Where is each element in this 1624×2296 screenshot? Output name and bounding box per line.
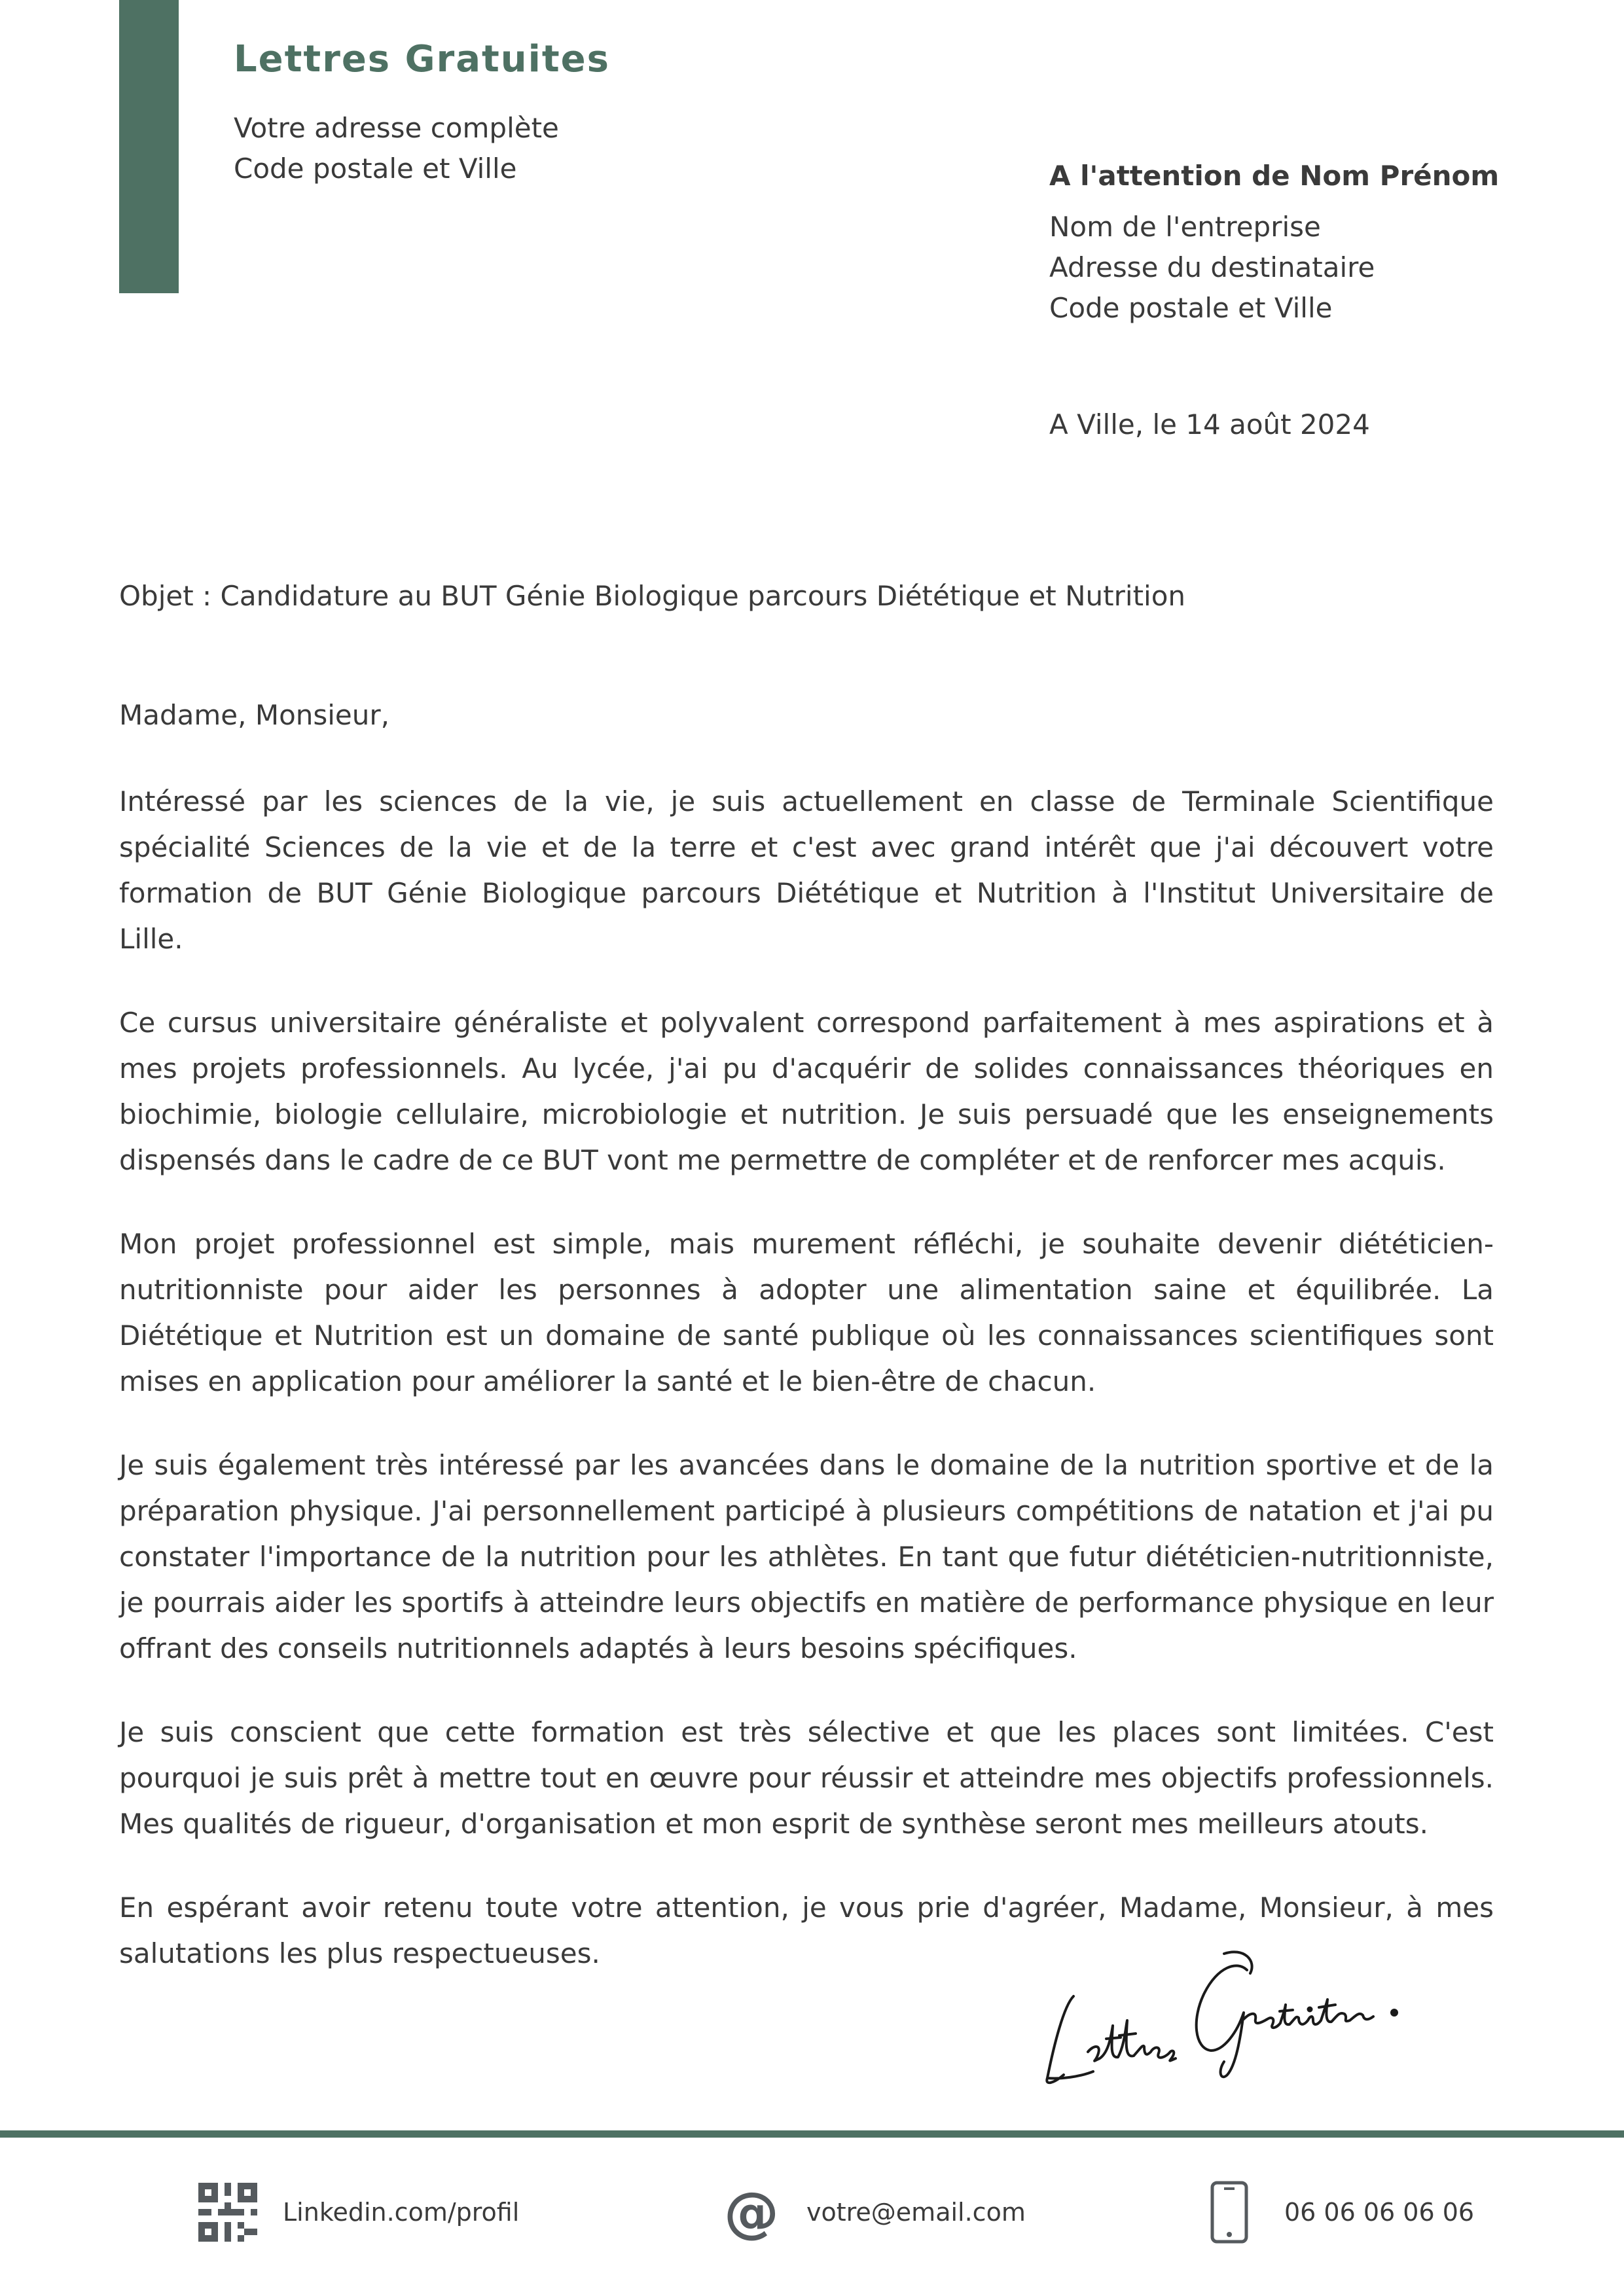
paragraph-4: Je suis également très intéressé par les avancées dans le domaine de la nutrition sportive et de la préparation physique. J'ai personnellement participé à plusieurs compétitions de natation et j'ai pu constater l'importance de la nutrition pour les athlètes. En tant que futur diététicien-nutritionniste, je pourrais aider les sportifs à atteindre leurs objectifs en matière de performance physique en leur offrant des conseils nutritionnels adaptés à leurs besoins spécifiques.	[119, 1449, 1494, 1664]
mobile-phone-icon	[1198, 2181, 1261, 2244]
recipient-block	[1049, 156, 1499, 329]
recipient-attention: A l'attention de Nom Prénom	[1049, 160, 1500, 192]
recipient-address: Adresse du destinataire	[1049, 251, 1375, 283]
handwritten-signature	[1028, 1934, 1499, 2091]
footer-divider	[0, 2130, 1624, 2138]
letter-date: A Ville, le 14 août 2024	[1049, 408, 1370, 440]
salutation: Madame, Monsieur,	[119, 699, 390, 731]
qr-code-icon	[196, 2181, 259, 2244]
recipient-company: Nom de l'entreprise	[1049, 211, 1321, 243]
paragraph-2: Ce cursus universitaire généraliste et polyvalent correspond parfaitement à mes aspirations et à mes projets professionnels. Au lycée, j'ai pu d'acquérir de solides connaissances théoriques en biochimie, biologie cellulaire, microbiologie et nutrition. Je suis persuadé que les enseignements dispensés dans le cadre de ce BUT vont me permettre de compléter et de renforcer mes acquis.	[119, 1007, 1494, 1176]
letter-body	[119, 779, 1494, 2015]
sender-address	[234, 108, 559, 189]
brand-title: Lettres Gratuites	[234, 38, 610, 81]
recipient-city: Code postale et Ville	[1049, 292, 1333, 324]
at-sign-icon: @	[724, 2180, 779, 2244]
footer-email[interactable]	[720, 2179, 1026, 2245]
sender-address-line2: Code postale et Ville	[234, 152, 517, 185]
footer-phone[interactable]	[1198, 2179, 1474, 2245]
accent-bar	[119, 0, 179, 293]
footer-phone-text: 06 06 06 06 06	[1284, 2198, 1475, 2227]
paragraph-5: Je suis conscient que cette formation est très sélective et que les places sont limitées. C'est pourquoi je suis prêt à mettre tout en œuvre pour réussir et atteindre mes objectifs professionnels. Mes qualités de rigueur, d'organisation et mon esprit de synthèse seront mes meilleurs atouts.	[119, 1716, 1494, 1840]
letter-object: Objet : Candidature au BUT Génie Biologique parcours Diététique et Nutrition	[119, 580, 1186, 612]
footer-email-text: votre@email.com	[806, 2198, 1026, 2227]
footer-linkedin[interactable]	[196, 2179, 519, 2245]
paragraph-6: En espérant avoir retenu toute votre attention, je vous prie d'agréer, Madame, Monsieur, à mes salutations les plus respectueuses.	[119, 1892, 1494, 1969]
paragraph-3: Mon projet professionnel est simple, mais murement réfléchi, je souhaite devenir diététicien-nutritionniste pour aider les personnes à adopter une alimentation saine et équilibrée. La Diététique et Nutrition est un domaine de santé publique où les connaissances scientifiques sont mises en application pour améliorer la santé et le bien-être de chacun.	[119, 1228, 1494, 1397]
paragraph-1: Intéressé par les sciences de la vie, je suis actuellement en classe de Terminale Scientifique spécialité Sciences de la vie et de la terre et c'est avec grand intérêt que j'ai découvert votre formation de BUT Génie Biologique parcours Diététique et Nutrition à l'Institut Universitaire de Lille.	[119, 785, 1494, 955]
sender-address-line1: Votre adresse complète	[234, 112, 559, 144]
footer-linkedin-text: Linkedin.com/profil	[283, 2198, 520, 2227]
